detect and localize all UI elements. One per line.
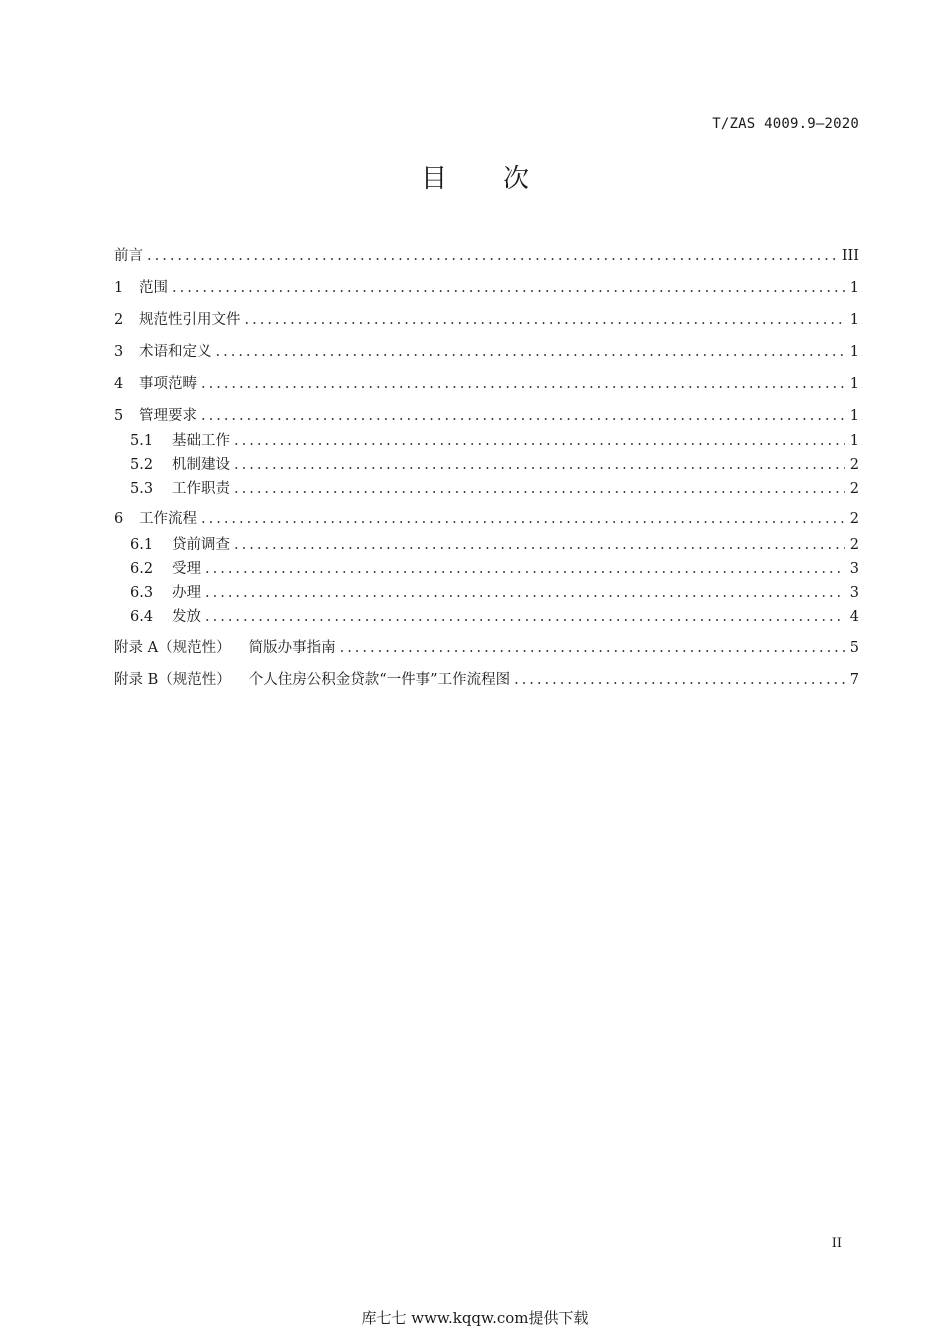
- toc-label: 受理: [172, 561, 201, 577]
- toc-label: 机制建设: [172, 457, 230, 473]
- standard-code: T/ZAS 4009.9—2020: [712, 116, 859, 132]
- toc-label: 工作职责: [172, 481, 230, 497]
- toc-entry-3[interactable]: [114, 340, 859, 364]
- toc-leader-dots: [205, 581, 845, 605]
- title-char-1: 目: [420, 164, 447, 194]
- toc-page: 3: [849, 585, 859, 601]
- toc-label: 个人住房公积金贷款“一件事”工作流程图: [248, 672, 511, 688]
- toc-entry-6-1[interactable]: [114, 533, 859, 557]
- annex-tag: 附录 A（规范性）: [114, 640, 231, 656]
- toc-label: 事项范畴: [139, 376, 197, 392]
- toc-number: 2: [114, 312, 124, 328]
- toc-leader-dots: [234, 453, 845, 477]
- toc-entry-6[interactable]: [114, 507, 859, 531]
- toc-leader-dots: [201, 372, 845, 396]
- toc-page: 2: [849, 457, 859, 473]
- toc-label: 简版办事指南: [248, 640, 336, 656]
- annex-tag: 附录 B（规范性）: [114, 672, 231, 688]
- toc-page: 1: [849, 312, 859, 328]
- toc-leader-dots: [201, 507, 845, 531]
- toc-label: 范围: [139, 280, 168, 296]
- toc-page: III: [841, 248, 859, 264]
- toc-leader-dots: [216, 340, 846, 364]
- toc-number: 6.2: [130, 561, 154, 577]
- toc-entry-5-1[interactable]: [114, 429, 859, 453]
- toc-label: 管理要求: [139, 408, 197, 424]
- toc-label: 办理: [172, 585, 201, 601]
- toc-label: 术语和定义: [139, 344, 212, 360]
- toc-number: 6.3: [130, 585, 154, 601]
- toc-entry-annex-b[interactable]: [114, 668, 859, 692]
- toc-entry-6-2[interactable]: [114, 557, 859, 581]
- toc-number: 4: [114, 376, 124, 392]
- page-number: II: [831, 1236, 842, 1251]
- toc-entry-foreword[interactable]: [114, 244, 859, 268]
- toc-number: 5: [114, 408, 124, 424]
- title-char-2: 次: [503, 164, 530, 194]
- toc-label: 发放: [172, 609, 201, 625]
- toc-number: 6.4: [130, 609, 154, 625]
- toc-number: 3: [114, 344, 124, 360]
- toc-number: 6.1: [130, 537, 154, 553]
- toc-page: 2: [849, 511, 859, 527]
- toc-entry-5[interactable]: [114, 404, 859, 428]
- toc-leader-dots: [245, 308, 846, 332]
- toc-page: 1: [849, 280, 859, 296]
- toc-page: 3: [849, 561, 859, 577]
- toc-page: 1: [849, 408, 859, 424]
- toc-page: 5: [849, 640, 859, 656]
- toc-page: 1: [849, 433, 859, 449]
- toc-number: 6: [114, 511, 124, 527]
- toc-page: 2: [849, 481, 859, 497]
- toc-leader-dots: [234, 477, 845, 501]
- toc-page: 4: [849, 609, 859, 625]
- toc-leader-dots: [172, 276, 845, 300]
- toc-leader-dots: [205, 605, 845, 629]
- toc-entry-4[interactable]: [114, 372, 859, 396]
- toc-label: 基础工作: [172, 433, 230, 449]
- page-title: [0, 158, 950, 195]
- toc-page: 7: [849, 672, 859, 688]
- toc-label: 工作流程: [139, 511, 197, 527]
- toc-leader-dots: [514, 668, 845, 692]
- toc-entry-1[interactable]: [114, 276, 859, 300]
- toc-page: 1: [849, 344, 859, 360]
- footer-watermark: 库七七 www.kqqw.com提供下载: [361, 1309, 589, 1327]
- toc-entry-2[interactable]: [114, 308, 859, 332]
- toc-label: 前言: [114, 248, 143, 264]
- toc-page: 1: [849, 376, 859, 392]
- toc-leader-dots: [234, 533, 845, 557]
- toc-entry-6-4[interactable]: [114, 605, 859, 629]
- toc-leader-dots: [205, 557, 845, 581]
- toc-leader-dots: [340, 636, 845, 660]
- toc-leader-dots: [201, 404, 845, 428]
- toc-entry-6-3[interactable]: [114, 581, 859, 605]
- toc-number: 5.1: [130, 433, 154, 449]
- toc-number: 1: [114, 280, 124, 296]
- toc-page: 2: [849, 537, 859, 553]
- toc-leader-dots: [147, 244, 838, 268]
- toc-entry-5-3[interactable]: [114, 477, 859, 501]
- toc-label: 规范性引用文件: [139, 312, 241, 328]
- toc-entry-annex-a[interactable]: [114, 636, 859, 660]
- toc-number: 5.3: [130, 481, 154, 497]
- toc-leader-dots: [234, 429, 845, 453]
- toc-number: 5.2: [130, 457, 154, 473]
- toc-entry-5-2[interactable]: [114, 453, 859, 477]
- toc-label: 贷前调查: [172, 537, 230, 553]
